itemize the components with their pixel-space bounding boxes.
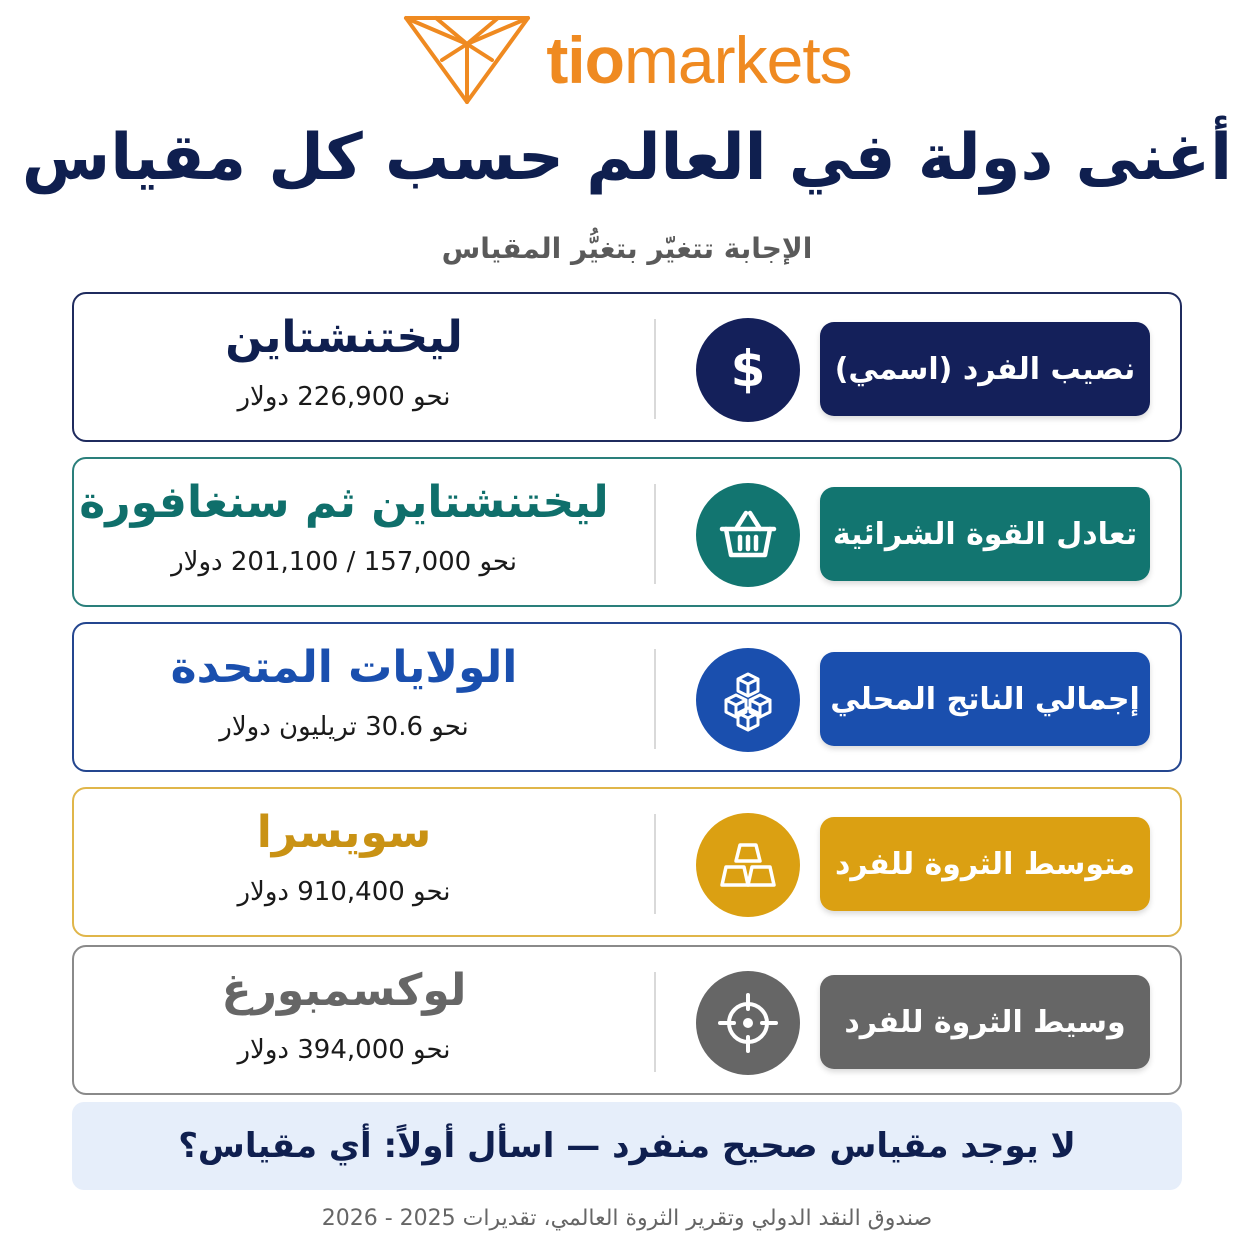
basket-icon bbox=[696, 483, 800, 587]
brand-wordmark bbox=[546, 23, 852, 97]
divider bbox=[654, 319, 656, 419]
page-subtitle: الإجابة تتغيّر بتغيُّر المقياس bbox=[441, 232, 813, 265]
brand-logo bbox=[0, 12, 1254, 108]
country-name: لوكسمبورغ bbox=[221, 965, 467, 1016]
gold-bars-icon bbox=[696, 813, 800, 917]
dollar-icon bbox=[696, 318, 800, 422]
cubes-icon bbox=[696, 648, 800, 752]
metric-label: نصيب الفرد (اسمي) bbox=[820, 322, 1150, 416]
country-value: نحو 157,000 / 201,100 دولار bbox=[171, 547, 517, 577]
country-name: ليختنشتاين ثم سنغافورة bbox=[79, 477, 609, 528]
source-note: صندوق النقد الدولي وتقرير الثروة العالمي، تقديرات 2025 - 2026 bbox=[321, 1206, 933, 1231]
country-name: سويسرا bbox=[256, 807, 432, 858]
metric-label: وسيط الثروة للفرد bbox=[820, 975, 1150, 1069]
svg-text:$: $ bbox=[730, 340, 766, 398]
metric-card-median-wealth bbox=[72, 945, 1182, 1095]
metric-label: إجمالي الناتج المحلي bbox=[820, 652, 1150, 746]
metric-card-ppp bbox=[72, 457, 1182, 607]
country-value: نحو 910,400 دولار bbox=[237, 877, 451, 907]
target-icon bbox=[696, 971, 800, 1075]
metric-card-mean-wealth bbox=[72, 787, 1182, 937]
divider bbox=[654, 649, 656, 749]
divider bbox=[654, 814, 656, 914]
divider bbox=[654, 484, 656, 584]
brand-name-light: markets bbox=[623, 23, 852, 97]
country-value: نحو 30.6 تريليون دولار bbox=[219, 712, 469, 742]
brand-name-bold: tio bbox=[546, 23, 624, 97]
country-value: نحو 394,000 دولار bbox=[237, 1035, 451, 1065]
country-name: ليختنشتاين bbox=[225, 312, 463, 363]
divider bbox=[654, 972, 656, 1072]
metric-label: متوسط الثروة للفرد bbox=[820, 817, 1150, 911]
tiomarkets-logo-icon bbox=[402, 14, 532, 106]
country-value: نحو 226,900 دولار bbox=[237, 382, 451, 412]
country-name: الولايات المتحدة bbox=[170, 642, 518, 693]
metric-label: تعادل القوة الشرائية bbox=[820, 487, 1150, 581]
metric-card-gdp bbox=[72, 622, 1182, 772]
conclusion-banner: لا يوجد مقياس صحيح منفرد — اسأل أولاً: أي مقياس؟ bbox=[72, 1102, 1182, 1190]
metric-card-nominal bbox=[72, 292, 1182, 442]
page-title: أغنى دولة في العالم حسب كل مقياس bbox=[21, 121, 1233, 195]
